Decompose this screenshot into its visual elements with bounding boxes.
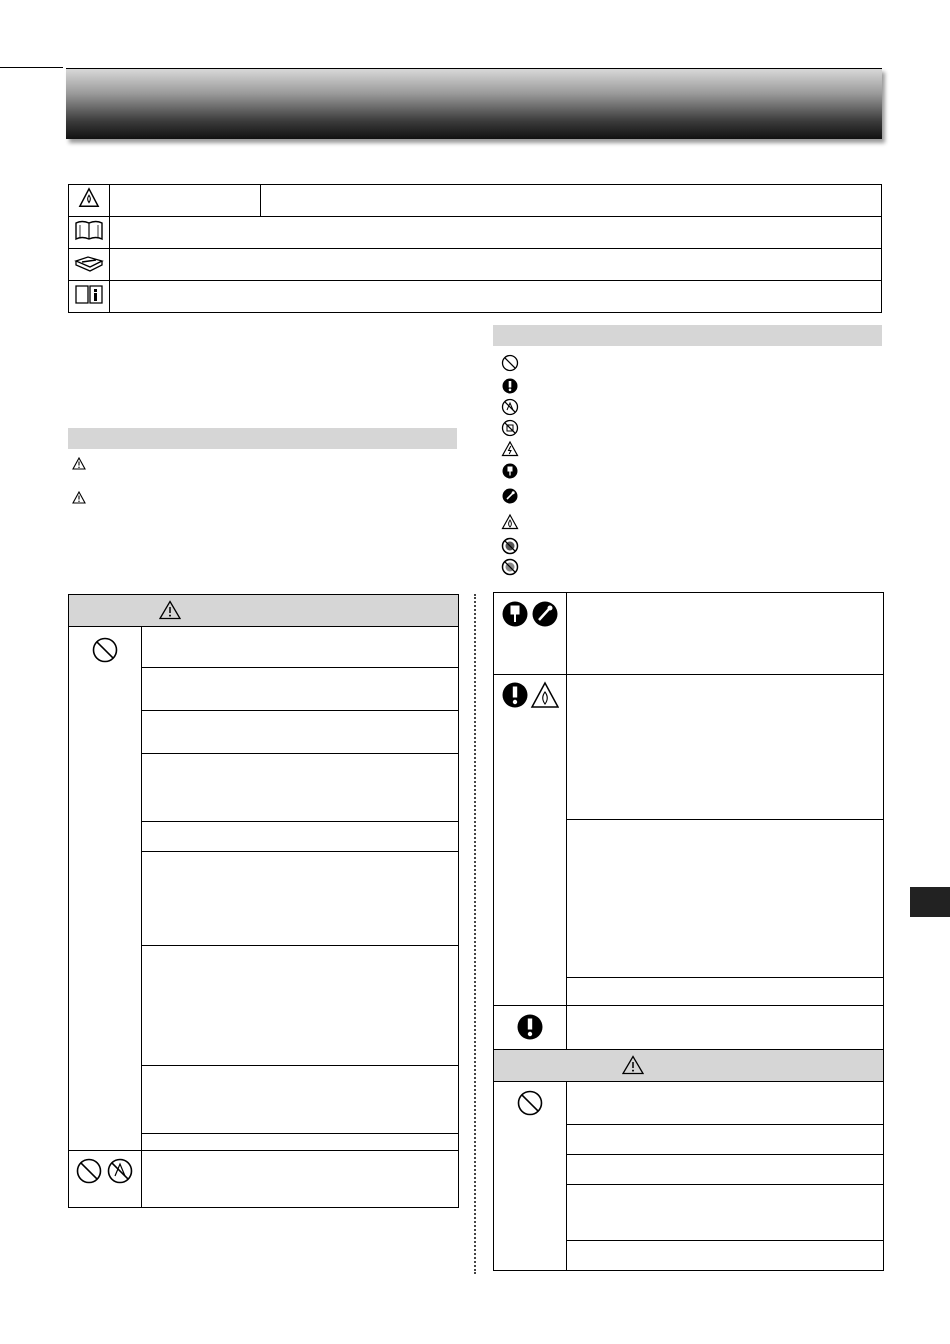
prohibited-icon	[503, 356, 518, 371]
symbol-cell	[69, 249, 110, 281]
prohibited-and-no-wet-hands-icons	[74, 1156, 136, 1186]
caution-icon	[72, 491, 86, 504]
symbol-cell	[69, 217, 110, 249]
symbol-table	[68, 184, 882, 313]
warning-icon	[72, 457, 86, 470]
symbol-cell	[69, 185, 110, 217]
warning-caution-table	[493, 592, 884, 1271]
ground-icon	[503, 489, 518, 504]
symbol-desc-cell	[261, 185, 882, 217]
legend-heading-bar	[493, 325, 882, 346]
symbol-desc-cell	[110, 281, 882, 313]
no-wet-hands-icon	[109, 1160, 132, 1183]
warning-header-icon	[159, 600, 181, 620]
unplug-and-ground-icons	[501, 600, 559, 628]
prohibited-icon	[516, 1089, 544, 1117]
page-title	[66, 69, 882, 113]
electric-shock-icon	[503, 442, 518, 456]
left-section-heading-bar	[68, 428, 457, 449]
flammable-icon	[503, 515, 518, 529]
prohibited-icon	[91, 636, 119, 664]
warning-table-header	[69, 595, 458, 627]
no-wet-hands-icon	[503, 400, 518, 415]
caution-header-icon	[622, 1055, 644, 1075]
service-manual-icon	[74, 251, 104, 273]
unplug-icon	[503, 602, 528, 627]
top-rule	[0, 67, 63, 68]
section-banner	[66, 68, 882, 139]
symbol-desc-cell	[110, 249, 882, 281]
info-manual-icon	[74, 283, 104, 305]
mandatory-icon	[503, 379, 518, 394]
no-fire-icon	[503, 539, 518, 554]
warning-table	[68, 594, 459, 1208]
flammable-icon	[532, 683, 558, 707]
mandatory-and-flammable-icons	[501, 681, 559, 709]
column-divider	[474, 594, 476, 1274]
symbol-label-cell	[110, 185, 261, 217]
no-water-icon	[503, 421, 518, 436]
prohibited-icon	[78, 1160, 101, 1183]
no-touch-icon	[503, 560, 518, 575]
caution-table-header	[494, 1050, 883, 1082]
mandatory-icon	[503, 683, 528, 708]
ground-icon	[533, 602, 558, 627]
symbol-cell	[69, 281, 110, 313]
flammable-warning-icon	[78, 187, 100, 209]
manual-icon	[74, 219, 104, 241]
legend-icon-list	[500, 352, 520, 580]
chapter-tab	[910, 887, 950, 917]
symbol-desc-cell	[110, 217, 882, 249]
mandatory-icon	[516, 1013, 544, 1041]
unplug-icon	[503, 464, 518, 479]
